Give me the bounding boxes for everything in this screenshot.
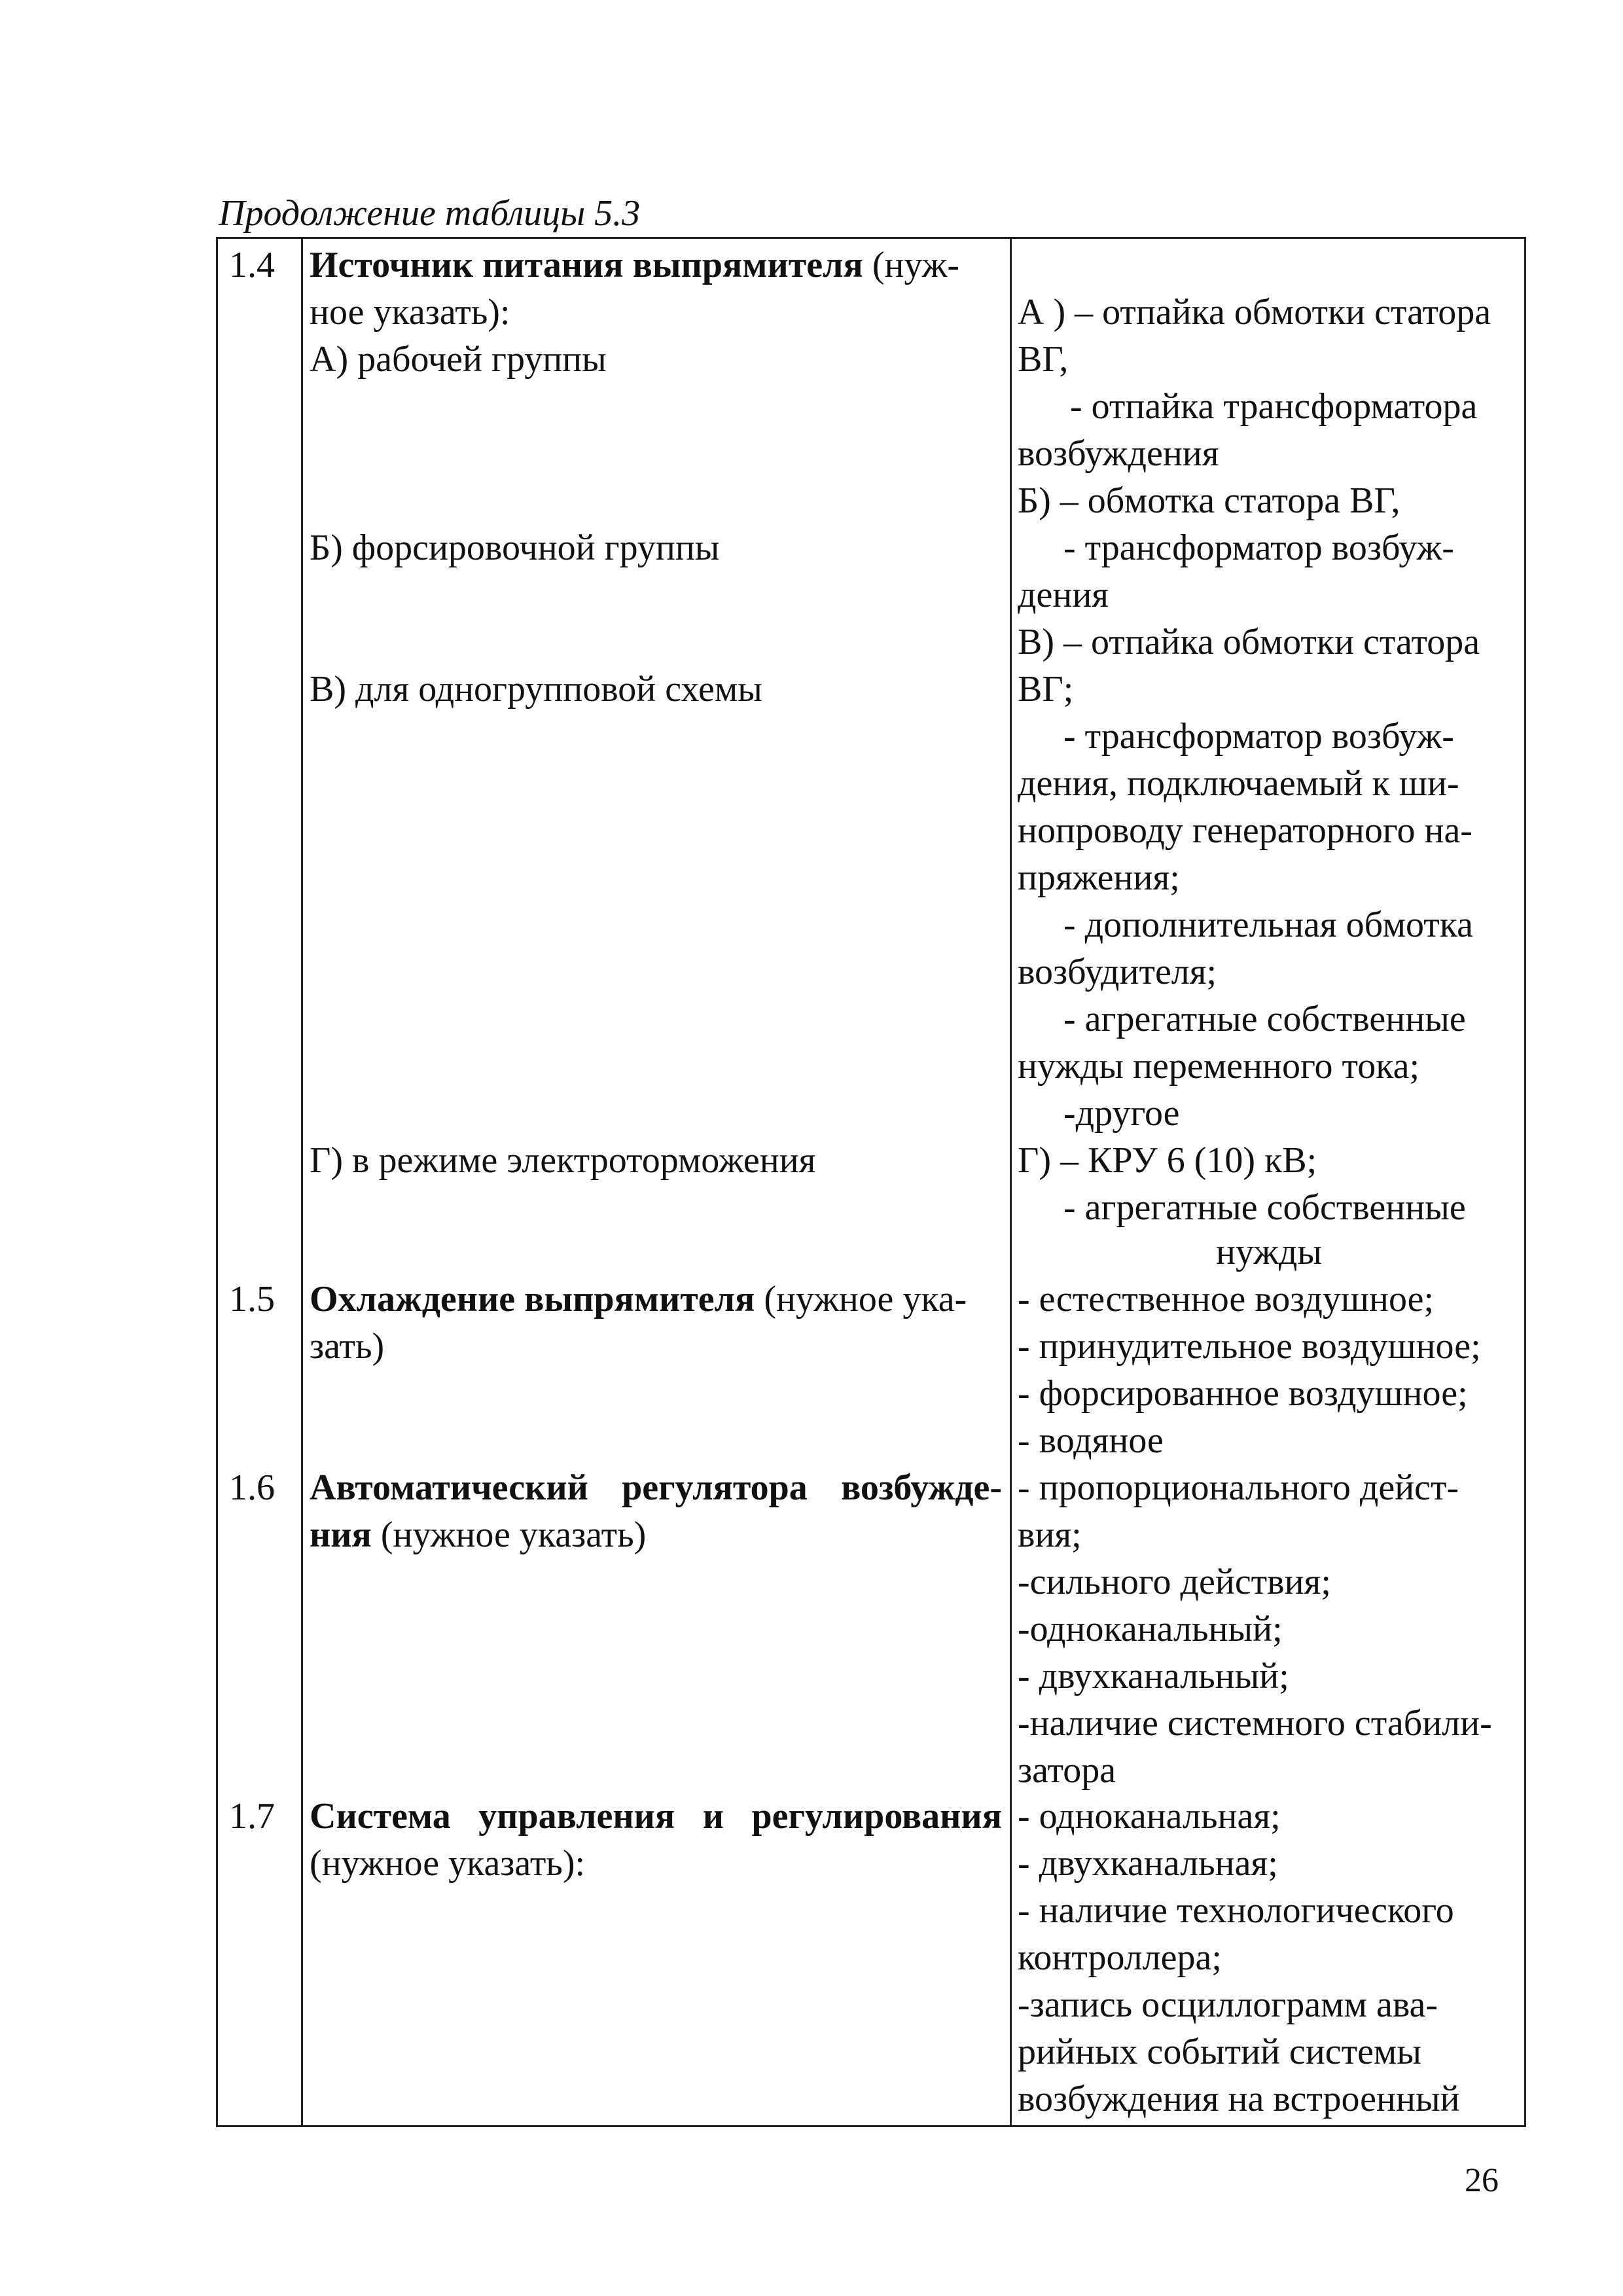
value-line: нопроводу генераторного на- <box>1018 810 1472 851</box>
page-number: 26 <box>1465 2162 1499 2199</box>
value-line: рийных событий системы <box>1018 2032 1421 2072</box>
table <box>216 237 1526 2127</box>
row-number: 1.4 <box>229 245 275 285</box>
value-line: дения <box>1018 575 1109 615</box>
option-b-text: Б) форсировочной группы <box>310 528 720 568</box>
value-line: Г) – КРУ 6 (10) кВ; <box>1018 1140 1317 1181</box>
option-v <box>310 666 1002 713</box>
value-line: - пропорционального дейст- <box>1018 1467 1459 1508</box>
value-line: -одноканальный; <box>1018 1609 1283 1649</box>
value-line: А ) – отпайка обмотки статора <box>1018 292 1491 332</box>
option-a: А) рабочей группы <box>310 339 607 380</box>
row-title <box>310 1464 1002 1511</box>
value-line: - двухканальный; <box>1018 1656 1289 1696</box>
row-title-bold: Охлаждение выпрямителя <box>310 1279 755 1319</box>
value-line: - двухканальная; <box>1018 1843 1278 1884</box>
value-line: - трансформатор возбуж- <box>1063 716 1454 757</box>
row-title-continued <box>310 1511 1002 1558</box>
row-title-rest: (нуж- <box>863 245 960 285</box>
value-line: дения, подключаемый к ши- <box>1018 763 1459 804</box>
value-line: возбуждения <box>1018 433 1219 474</box>
value-line: ВГ, <box>1018 339 1069 380</box>
value-line: - отпайка трансформатора <box>1070 386 1478 427</box>
value-line: пряжения; <box>1018 857 1180 898</box>
value-line: -наличие системного стабили- <box>1018 1703 1492 1744</box>
row-title-bold: ния <box>310 1515 372 1555</box>
row-title-bold: Система управления и регулирования <box>310 1796 1002 1837</box>
row-title-continued: (нужное указать): <box>310 1843 586 1884</box>
row-title-rest: (нужное ука- <box>755 1279 967 1319</box>
row-number: 1.6 <box>229 1467 275 1508</box>
value-line: -сильного действия; <box>1018 1562 1331 1602</box>
value-line: -запись осциллограмм ава- <box>1018 1984 1438 2025</box>
value-line: Б) – обмотка статора ВГ, <box>1018 480 1400 521</box>
value-line: - агрегатные собственные <box>1063 999 1466 1039</box>
value-line: затора <box>1018 1750 1116 1791</box>
value-line: ВГ; <box>1018 669 1074 709</box>
value-line: контроллера; <box>1018 1937 1222 1978</box>
row-number: 1.5 <box>229 1279 275 1319</box>
value-line: -другое <box>1063 1093 1180 1134</box>
row-description <box>310 1464 1002 1558</box>
value-line: - агрегатные собственные <box>1063 1187 1466 1228</box>
value-line: - водяное <box>1018 1420 1164 1461</box>
value-line: - дополнительная обмотка <box>1063 905 1473 945</box>
row-title <box>310 1793 1002 1840</box>
row-values <box>1018 1464 1520 1794</box>
row-title-rest: (нужное указать) <box>371 1515 647 1555</box>
value-line: возбудителя; <box>1018 952 1217 992</box>
row-description <box>310 1276 1002 1370</box>
value-line: - принудительное воздушное; <box>1018 1326 1481 1367</box>
value-line: - одноканальная; <box>1018 1796 1281 1837</box>
value-line: - естественное воздушное; <box>1018 1279 1435 1319</box>
option-g-text: Г) в режиме электроторможения <box>310 1140 816 1181</box>
value-line: - наличие технологического <box>1018 1890 1454 1931</box>
row-title <box>310 1276 1002 1323</box>
table-caption: Продолжение таблицы 5.3 <box>219 193 641 234</box>
row-title-continued: зать) <box>310 1326 385 1367</box>
value-line: нужды <box>1215 1232 1323 1272</box>
row-description <box>310 242 1002 383</box>
row-values <box>1018 289 1520 1273</box>
row-number: 1.7 <box>229 1796 275 1837</box>
column-divider <box>301 239 303 2125</box>
row-title-bold: Автоматический регулятора возбужде- <box>310 1467 1002 1508</box>
row-title-bold: Источник питания выпрямителя <box>310 245 863 285</box>
row-values <box>1018 1276 1520 1464</box>
value-line: В) – отпайка обмотки статора <box>1018 622 1480 662</box>
option-g <box>310 1137 1002 1184</box>
row-description <box>310 1793 1002 1887</box>
option-v-text: В) для одногрупповой схемы <box>310 669 762 709</box>
value-line: - форсированное воздушное; <box>1018 1373 1468 1414</box>
value-line: вия; <box>1018 1515 1082 1555</box>
value-line: возбуждения на встроенный <box>1018 2079 1460 2119</box>
row-title <box>310 242 1002 289</box>
column-divider <box>1010 239 1012 2125</box>
value-line: нужды переменного тока; <box>1018 1046 1420 1086</box>
row-values <box>1018 1793 1520 2123</box>
option-b <box>310 524 1002 571</box>
value-line: - трансформатор возбуж- <box>1063 528 1454 568</box>
row-title-continued: ное указать): <box>310 292 510 332</box>
